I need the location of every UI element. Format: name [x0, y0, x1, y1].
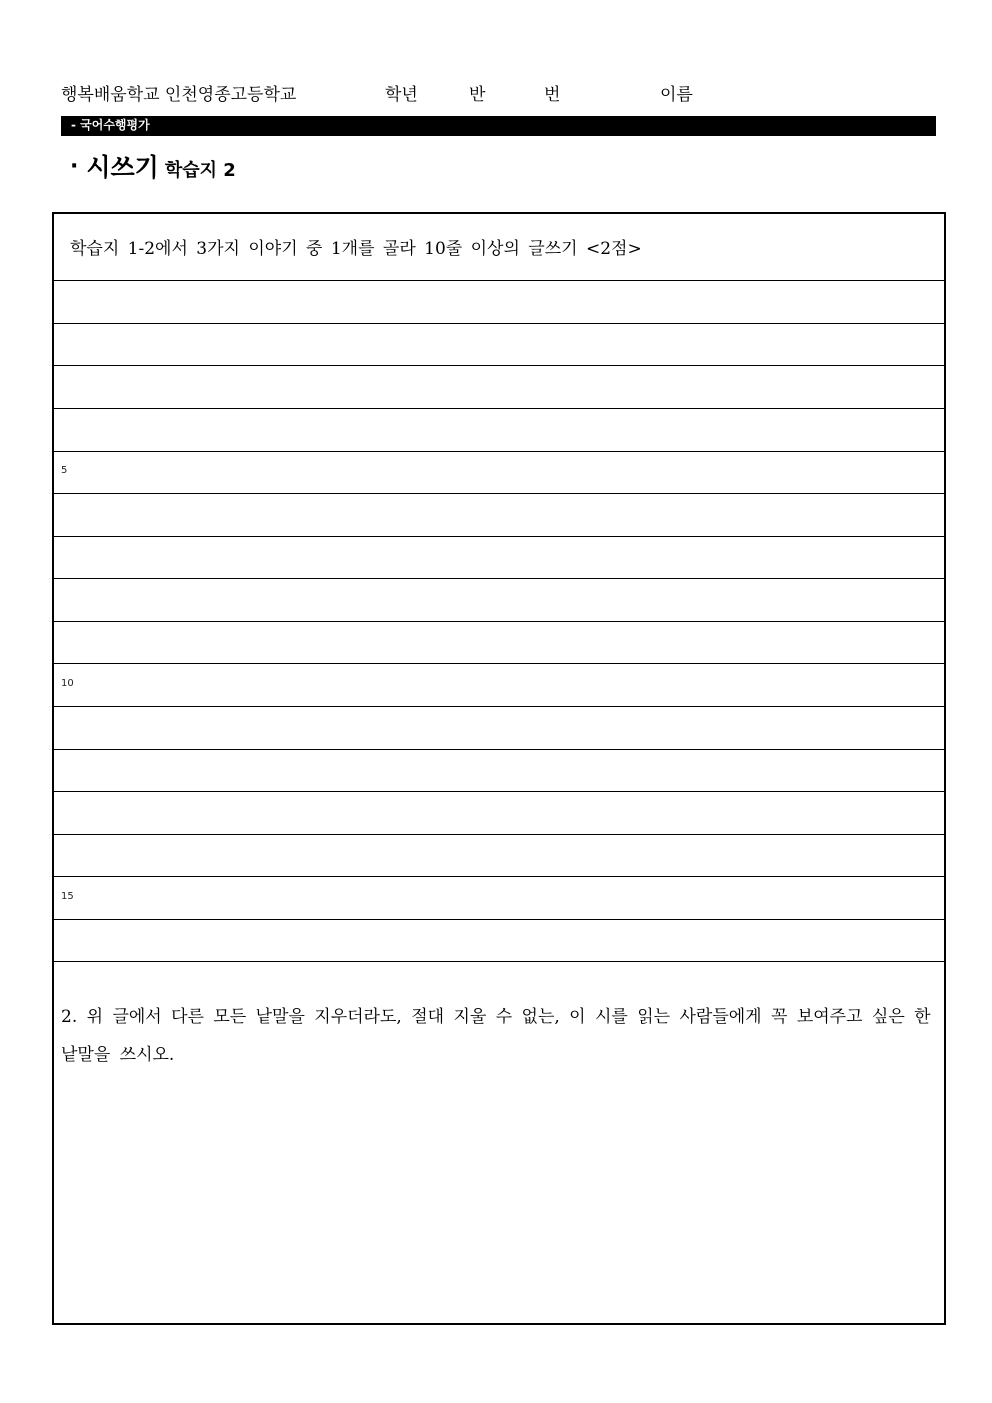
title-bullet: ·: [70, 154, 79, 179]
writing-line: [54, 961, 944, 962]
title-sub: 학습지 2: [164, 160, 236, 181]
writing-line: [54, 876, 944, 877]
writing-line: [54, 536, 944, 537]
writing-line: [54, 365, 944, 366]
writing-line: [54, 493, 944, 494]
grade-label: 학년: [385, 85, 418, 105]
line-number-15: 15: [61, 891, 74, 902]
writing-line: [54, 919, 944, 920]
number-label: 번: [544, 85, 561, 105]
writing-line: [54, 280, 944, 281]
writing-line: [54, 408, 944, 409]
instruction-text: 학습지 1-2에서 3가지 이야기 중 1개를 골라 10줄 이상의 글쓰기 <2점>: [70, 239, 642, 259]
writing-line: [54, 791, 944, 792]
line-number-10: 10: [61, 678, 74, 689]
writing-line: [54, 578, 944, 579]
name-label: 이름: [660, 85, 693, 105]
title-main: 시쓰기: [86, 153, 159, 182]
writing-line: [54, 621, 944, 622]
header: [0, 80, 992, 108]
writing-line: [54, 663, 944, 664]
writing-line: [54, 706, 944, 707]
question-2: 2. 위 글에서 다른 모든 낱말을 지우더라도, 절대 지울 수 없는, 이 시를 읽는 사람들에게 꼭 보여주고 싶은 한 낱말을 쓰시오.: [61, 1007, 931, 1065]
school-name: 행복배움학교 인천영종고등학교: [61, 85, 297, 105]
page-title: [70, 148, 236, 188]
banner-text: - 국어수행평가: [71, 118, 150, 132]
subject-banner: [61, 116, 936, 136]
line-number-5: 5: [61, 465, 68, 476]
class-label: 반: [469, 85, 486, 105]
writing-line: [54, 749, 944, 750]
worksheet-box: [52, 212, 946, 1325]
writing-line: [54, 451, 944, 452]
writing-line: [54, 323, 944, 324]
writing-line: [54, 834, 944, 835]
